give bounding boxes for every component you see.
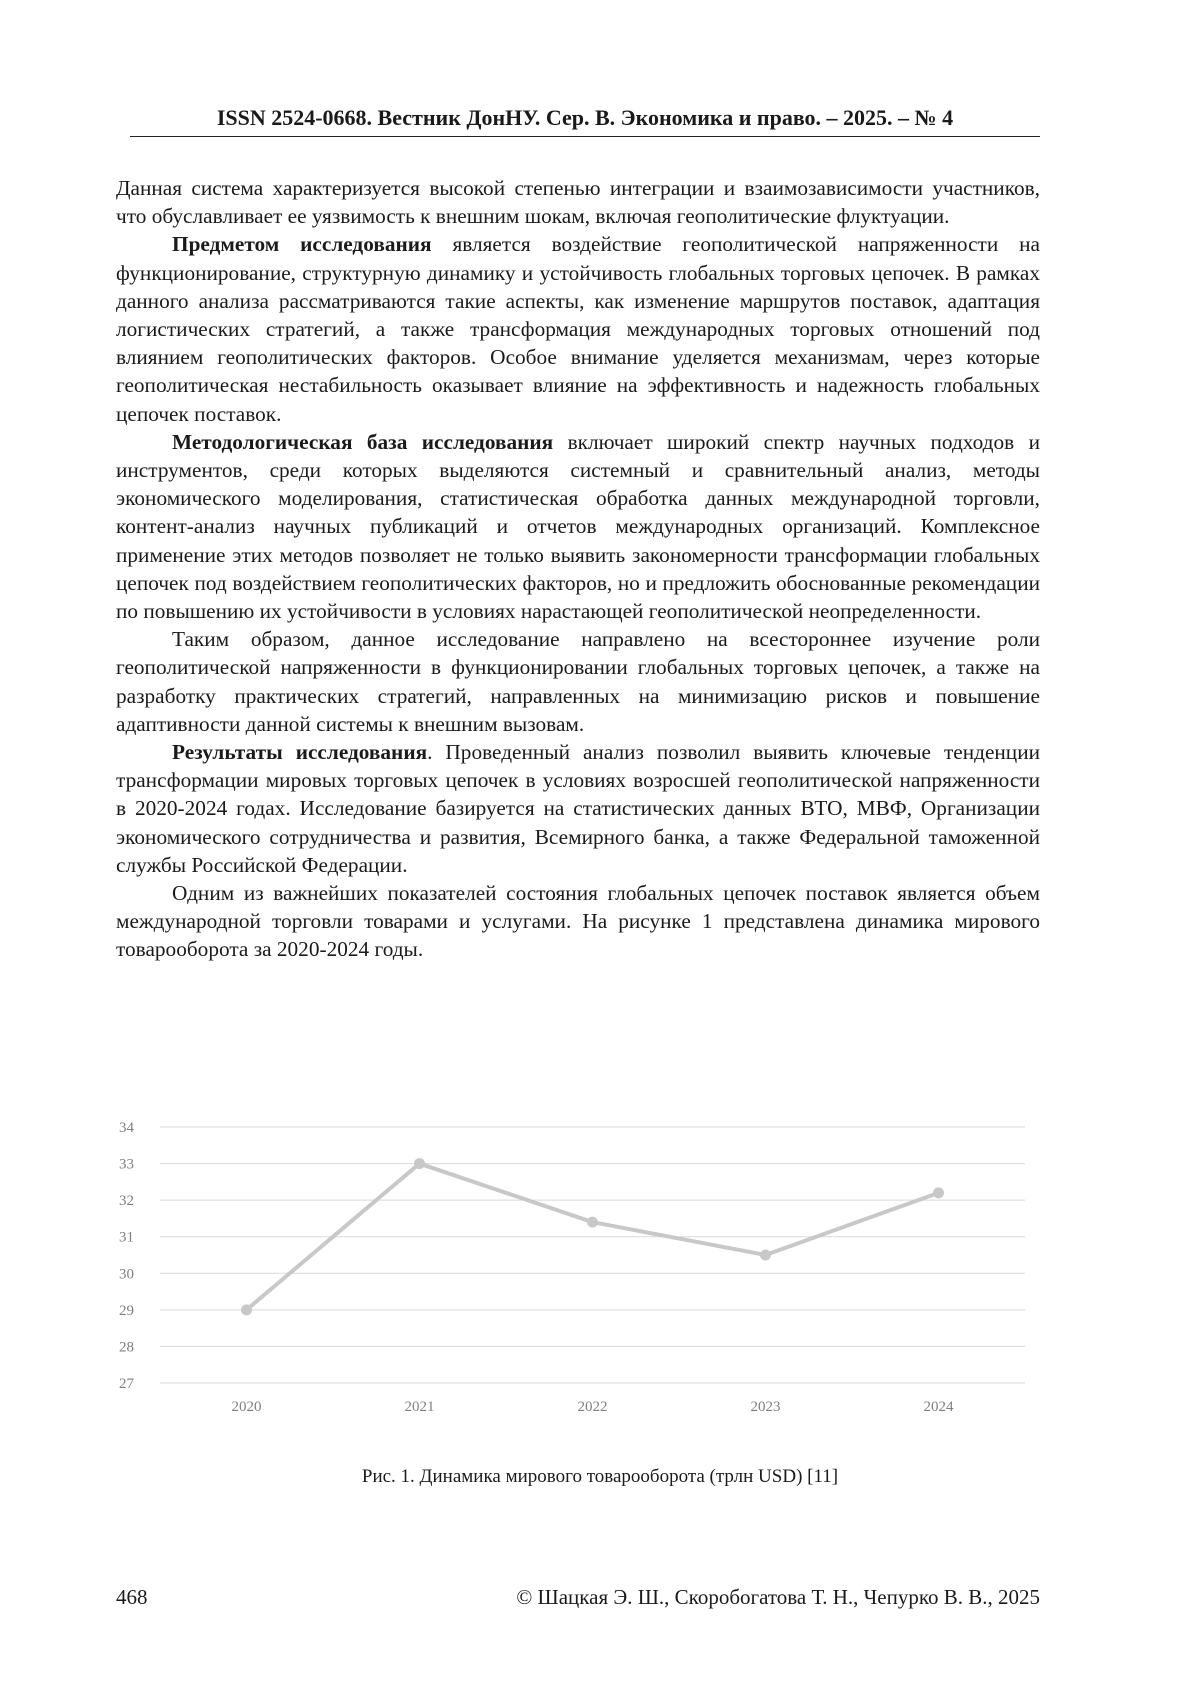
paragraph-methodology xyxy=(116,428,1040,625)
y-tick-label: 33 xyxy=(119,1156,134,1173)
paragraph-methodology-heading: Методологическая база исследования xyxy=(172,429,554,454)
data-point-2020 xyxy=(241,1304,252,1315)
y-tick-label: 27 xyxy=(119,1376,134,1392)
x-tick-label: 2021 xyxy=(404,1399,435,1415)
paragraph-intro: Данная система характеризуется высокой степенью интеграции и взаимозависимости участников, что обуславливает ее уязвимость к внешним шокам, включая геополитические флуктуации. xyxy=(116,176,1040,229)
paragraph-summary: Таким образом, данное исследование направлено на всестороннее изучение роли геополитической напряженности в функционировании глобальных торговых цепочек, а также на разработку практических стратегий, направленных на минимизацию рисков и повышение адаптивности данной системы к внешним вызовам. xyxy=(116,627,1040,736)
data-point-2023 xyxy=(760,1250,771,1261)
x-tick-label: 2020 xyxy=(231,1399,262,1415)
data-point-2022 xyxy=(587,1217,598,1228)
page-number: 468 xyxy=(116,1585,148,1609)
x-tick-label: 2023 xyxy=(750,1399,781,1415)
journal-header: ISSN 2524-0668. Вестник ДонНУ. Сер. В. Экономика и право. – 2025. – № 4 xyxy=(130,104,1040,137)
copyright-line: © Шацкая Э. Ш., Скоробогатова Т. Н., Чепурко В. В., 2025 xyxy=(516,1585,1040,1609)
paragraph-subject xyxy=(116,230,1040,427)
y-tick-label: 28 xyxy=(119,1339,134,1356)
line-chart-svg xyxy=(110,1100,1050,1440)
paragraph-subject-heading: Предметом исследования xyxy=(172,232,432,257)
paragraph-results-text: . Проведенный анализ позволил выявить ключевые тенденции трансформации мировых торговых цепочек в условиях возросшей геополитической напряженности в 2020-2024 годах. Исследование базируется на статистических данных ВТО, МВФ, Организации экономического сотрудничества и развития, Всемирного банка, а также Федеральной таможенной службы Российской Федерации. xyxy=(116,740,1040,877)
trade-turnover-chart xyxy=(110,1100,1050,1440)
x-tick-label: 2024 xyxy=(923,1399,954,1415)
paragraph-subject-text: является воздействие геополитической напряженности на функционирование, структурную динамику и устойчивость глобальных торговых цепочек. В рамках данного анализа рассматриваются такие аспекты, как изменение маршрутов поставок, адаптация логистических стратегий, а также трансформация международных торговых отношений под влиянием геополитических факторов. Особое внимание уделяется механизмам, через которые геополитическая нестабильность оказывает влияние на эффективность и надежность глобальных цепочек поставок. xyxy=(116,232,1041,426)
paragraph-methodology-text: включает широкий спектр научных подходов и инструментов, среди которых выделяются системный и сравнительный анализ, методы экономического моделирования, статистическая обработка данных международной торговли, контент-анализ научных публикаций и отчетов международных организаций. Комплексное применение этих методов позволяет не только выявить закономерности трансформации глобальных цепочек под воздействием геополитических факторов, но и предложить обоснованные рекомендации по повышению их устойчивости в условиях нарастающей геополитической неопределенности. xyxy=(116,429,1041,624)
paragraph-figure-intro: Одним из важнейших показателей состояния глобальных цепочек поставок является объем международной торговли товарами и услугами. На рисунке 1 представлена динамика мирового товарооборота за 2020-2024 годы. xyxy=(116,881,1040,962)
y-tick-label: 32 xyxy=(119,1193,134,1210)
paragraph-results-heading: Результаты исследования xyxy=(172,740,428,765)
data-point-2024 xyxy=(933,1187,944,1198)
y-tick-label: 31 xyxy=(119,1229,134,1246)
y-tick-label: 34 xyxy=(119,1120,134,1136)
data-point-2021 xyxy=(414,1158,425,1169)
figure-caption: Рис. 1. Динамика мирового товарооборота (трлн USD) [11] xyxy=(361,1466,839,1487)
y-tick-label: 30 xyxy=(119,1266,134,1283)
paragraph-results xyxy=(116,738,1040,879)
y-tick-label: 29 xyxy=(119,1302,134,1319)
article-body xyxy=(116,174,1040,964)
x-tick-label: 2022 xyxy=(577,1399,608,1415)
